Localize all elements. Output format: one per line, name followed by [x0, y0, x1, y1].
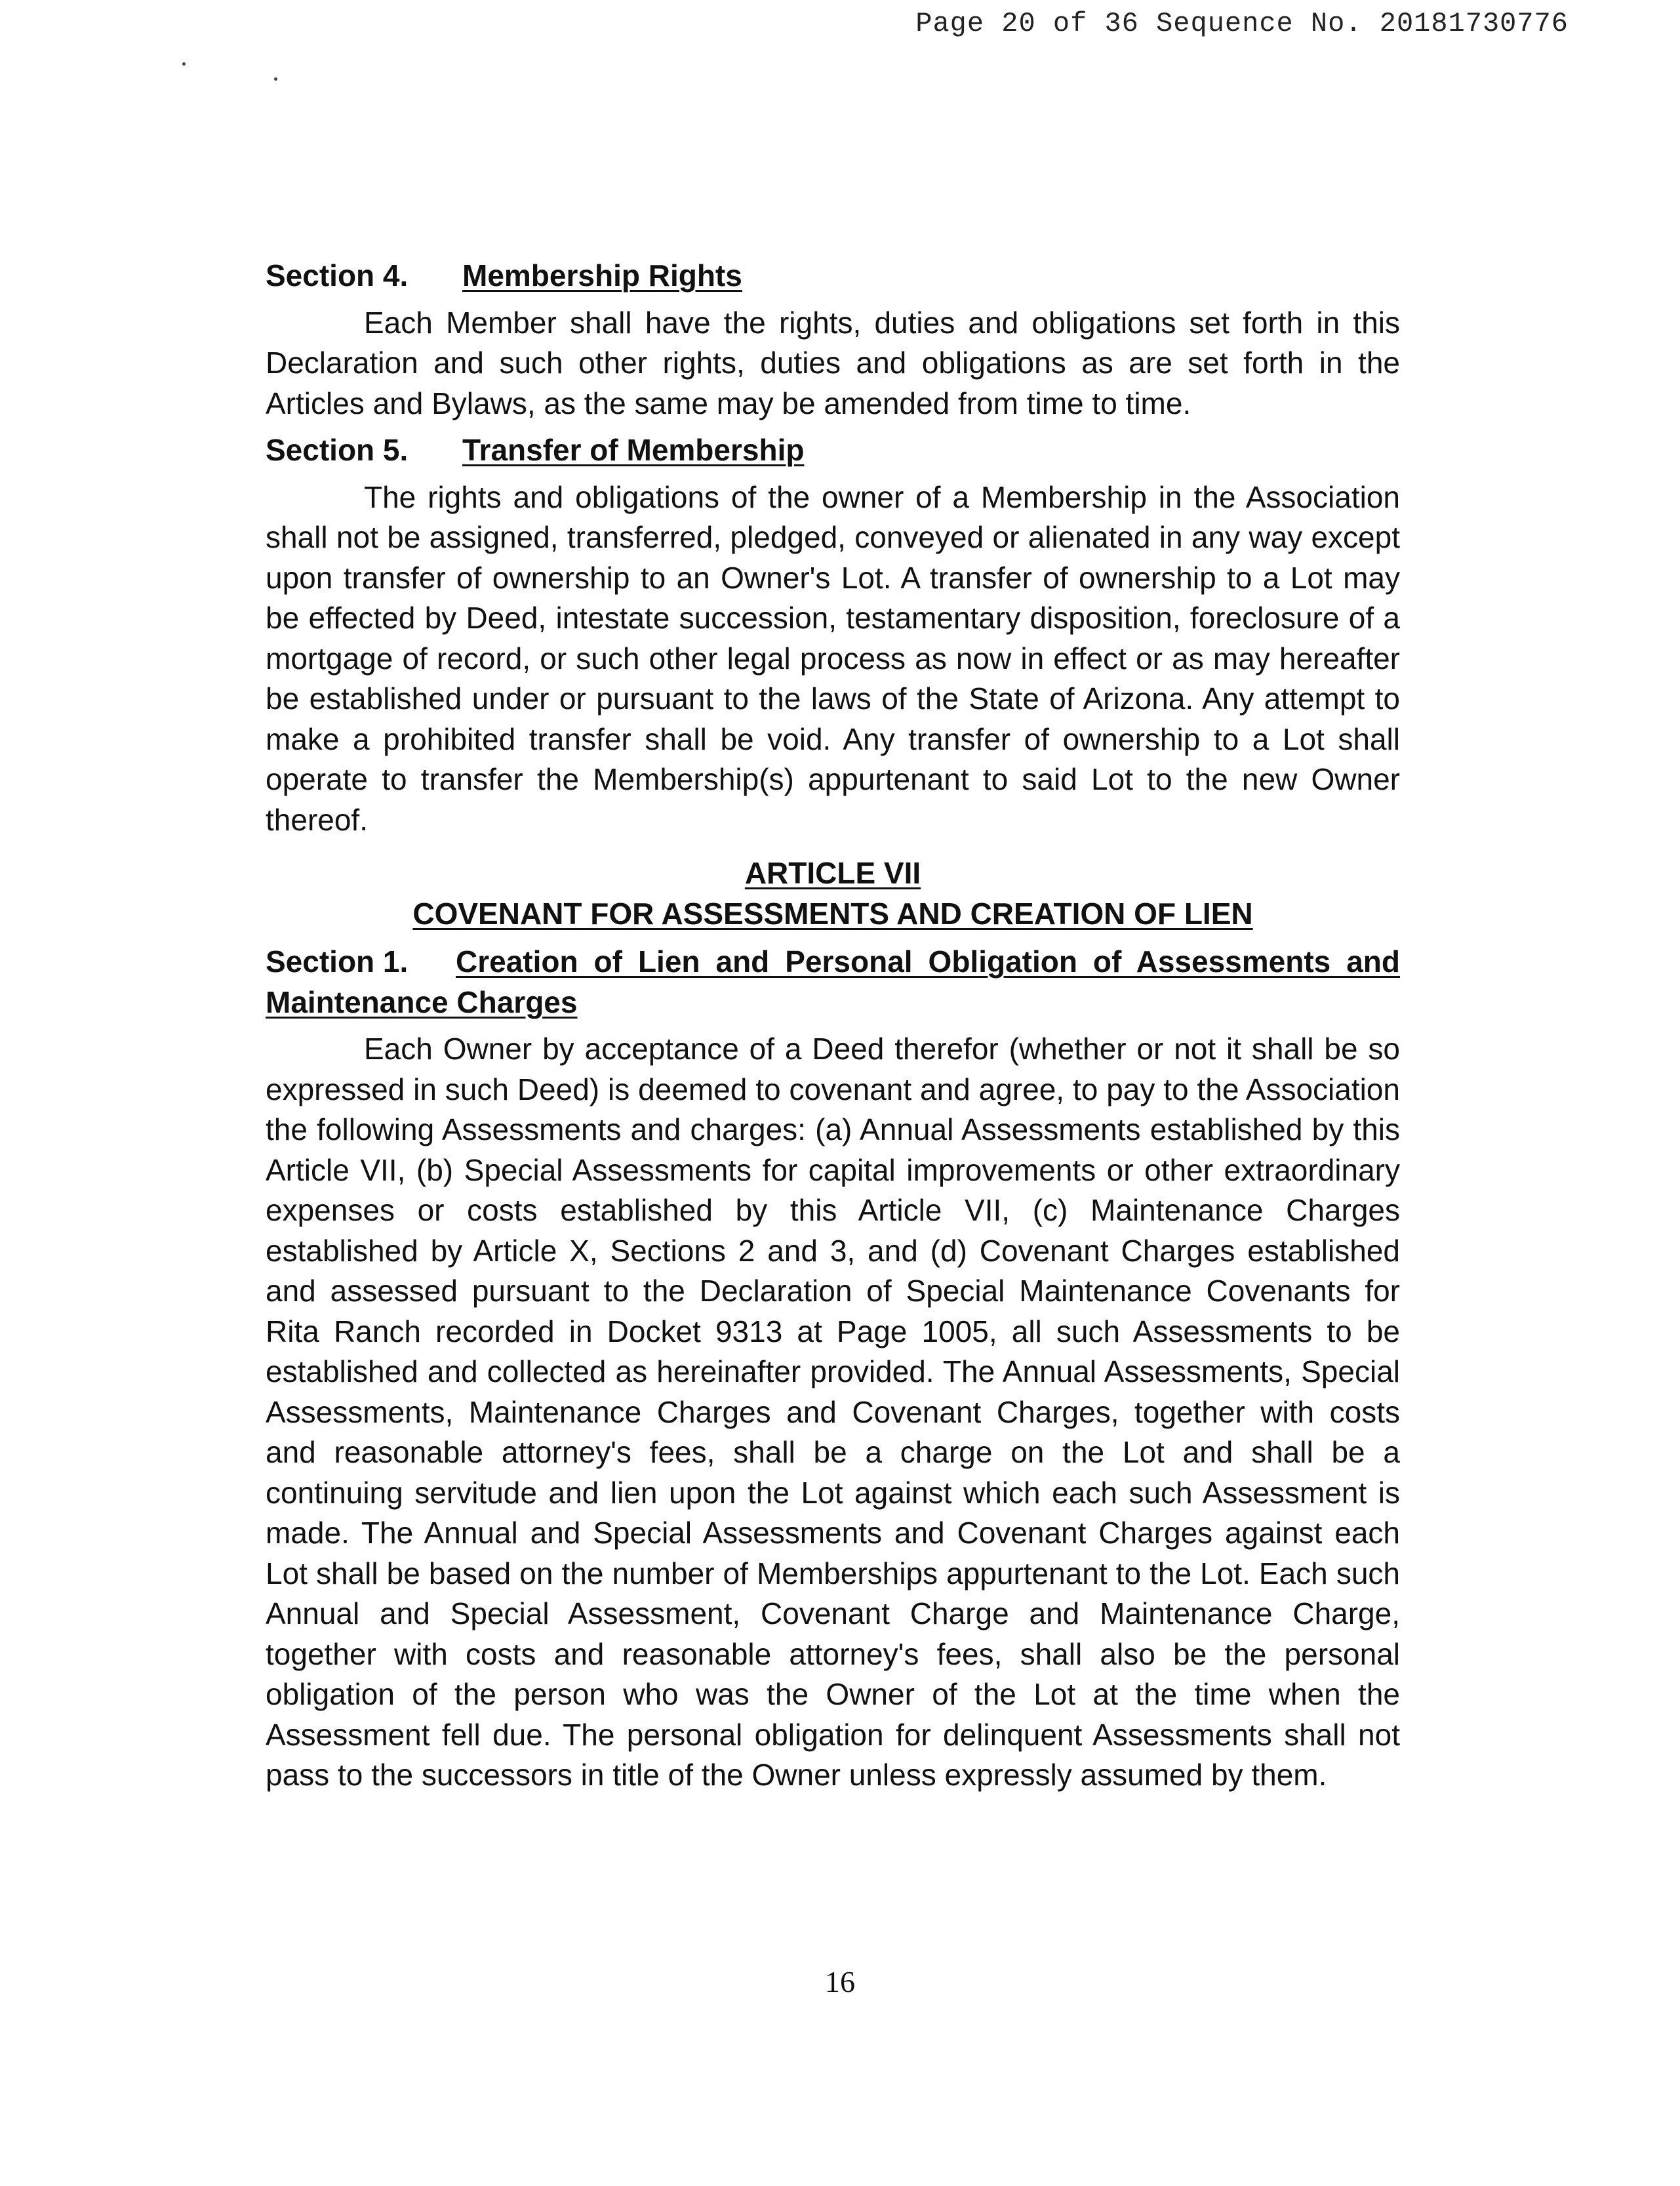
scan-speck: [274, 77, 277, 81]
section-5-heading: [266, 430, 1400, 471]
section-number: Section 1.: [266, 944, 409, 979]
section-4-paragraph: Each Member shall have the rights, duties and obligations set forth in this Declaration and such other rights, duties and obligations as are set forth in the Articles and Bylaws, as the same may be amended from time to time.: [266, 305, 1400, 420]
page-number: 16: [825, 1965, 855, 1998]
scan-speck: [182, 62, 186, 66]
section-4-heading: [266, 256, 1400, 296]
section-title: Membership Rights: [462, 258, 742, 293]
article-section-1-heading: [266, 942, 1400, 1022]
section-title: Transfer of Membership: [462, 433, 805, 467]
document-body: [266, 256, 1400, 1796]
section-number: Section 4.: [266, 258, 409, 293]
section-title: Creation of Lien and Personal Obligation of Assessments and Maintenance Charges: [266, 944, 1400, 1019]
article-section-1-paragraph: Each Owner by acceptance of a Deed therefor (whether or not it shall be so expressed in such Deed) is deemed to covenant and agree, to pay to the Association the following Assessments and charges: (a) Annual Assessments established by this Article VII, (b) Special Assessments for capital improvements or other extraordinary expenses or costs established by this Article VII, (c) Maintenance Charges established by Article X, Sections 2 and 3, and (d) Covenant Charges established and assessed pursuant to the Declaration of Special Maintenance Covenants for Rita Ranch recorded in Docket 9313 at Page 1005, all such Assessments to be established and collected as hereinafter provided. The Annual Assessments, Special Assessments, Maintenance Charges and Covenant Charges, together with costs and reasonable attorney's fees, shall be a charge on the Lot and shall be a continuing servitude and lien upon the Lot against which each such Assessment is made. The Annual and Special Assessments and Covenant Charges against each Lot shall be based on the number of Memberships appurtenant to the Lot. Each such Annual and Special Assessment, Covenant Charge and Maintenance Charge, together with costs and reasonable attorney's fees, shall also be the personal obligation of the person who was the Owner of the Lot at the time when the Assessment fell due. The personal obligation for delinquent Assessments shall not pass to the successors in title of the Owner unless expressly assumed by them.: [266, 1032, 1400, 1792]
article-number: ARTICLE VII: [744, 856, 921, 890]
article-title: COVENANT FOR ASSESSMENTS AND CREATION OF LIEN: [412, 896, 1253, 931]
section-number: Section 5.: [266, 433, 409, 467]
section-5-paragraph: The rights and obligations of the owner of a Membership in the Association shall not be assigned, transferred, pledged, conveyed or alienated in any way except upon transfer of ownership to an Owner's Lot. A transfer of ownership to a Lot may be effected by Deed, intestate succession, testamentary disposition, foreclosure of a mortgage of record, or such other legal process as now in effect or as may hereafter be established under or pursuant to the laws of the State of Arizona. Any attempt to make a prohibited transfer shall be void. Any transfer of ownership to a Lot shall operate to transfer the Membership(s) appurtenant to said Lot to the new Owner thereof.: [266, 479, 1400, 837]
page-sequence-header: Page 20 of 36 Sequence No. 20181730776: [915, 8, 1569, 39]
